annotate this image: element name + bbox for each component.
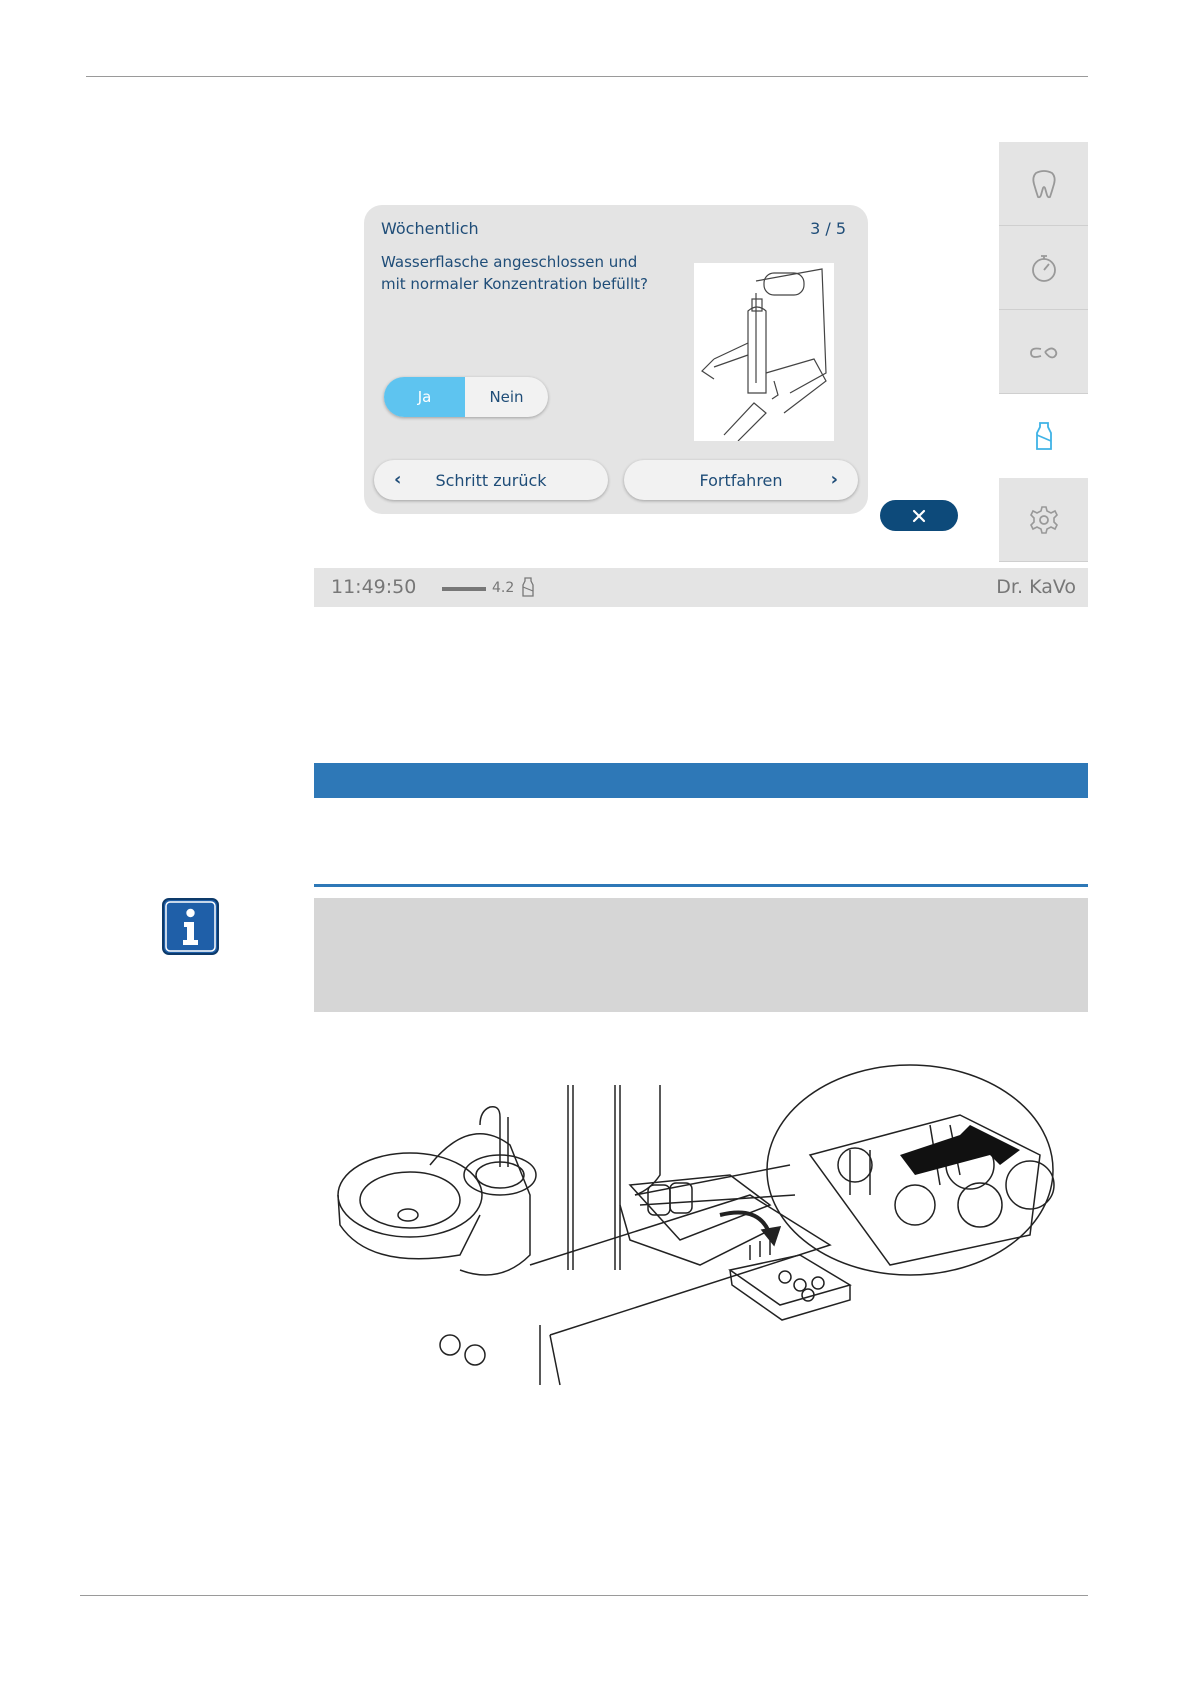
- section-heading-bar: [314, 763, 1088, 798]
- level-value: 4.2: [492, 580, 515, 596]
- sidebar-item-settings[interactable]: [999, 478, 1088, 562]
- continue-button[interactable]: [624, 460, 858, 500]
- chevron-left-icon: ‹: [394, 469, 402, 490]
- yes-no-toggle[interactable]: [384, 377, 548, 417]
- sidebar-item-connections[interactable]: [999, 310, 1088, 394]
- chevron-right-icon: ›: [830, 469, 838, 490]
- sidebar-item-timer[interactable]: [999, 226, 1088, 310]
- dental-unit-illustration: [330, 1055, 1072, 1390]
- sidebar-item-treatment[interactable]: [999, 142, 1088, 226]
- device-screen: [314, 142, 1088, 607]
- sidebar-item-hygiene[interactable]: [999, 394, 1088, 478]
- continue-label: Fortfahren: [699, 470, 783, 490]
- gear-icon: [1027, 503, 1061, 537]
- close-dialog-button[interactable]: [880, 500, 958, 531]
- link-icon: [1027, 335, 1061, 369]
- header-rule: [86, 76, 1088, 77]
- weekly-check-dialog: [364, 205, 868, 514]
- level-indicator-bar: [442, 587, 486, 591]
- dialog-question: Wasserflasche angeschlossen und mit normaler Konzentration befüllt?: [381, 253, 648, 293]
- water-bottle-illustration: [694, 263, 834, 441]
- status-time: 11:49:50: [331, 576, 417, 598]
- dialog-step-counter: 3 / 5: [810, 219, 846, 238]
- yes-option[interactable]: Ja: [384, 377, 465, 417]
- no-option[interactable]: Nein: [489, 388, 524, 406]
- dialog-title: Wöchentlich: [381, 219, 479, 238]
- bottle-icon: [1027, 419, 1061, 453]
- note-top-rule: [314, 884, 1088, 887]
- footer-rule: [80, 1595, 1088, 1596]
- step-back-label: Schritt zurück: [435, 470, 547, 490]
- status-bar: [314, 568, 1088, 607]
- tooth-icon: [1027, 167, 1061, 201]
- info-icon: [162, 898, 219, 955]
- close-icon: [912, 509, 926, 523]
- step-back-button[interactable]: [374, 460, 608, 500]
- screen-main-area: [314, 142, 999, 568]
- note-box: [314, 898, 1088, 1012]
- bottle-status-icon: [520, 576, 536, 598]
- status-user: Dr. KaVo: [996, 576, 1076, 598]
- timer-icon: [1027, 251, 1061, 285]
- sidebar: [999, 142, 1088, 568]
